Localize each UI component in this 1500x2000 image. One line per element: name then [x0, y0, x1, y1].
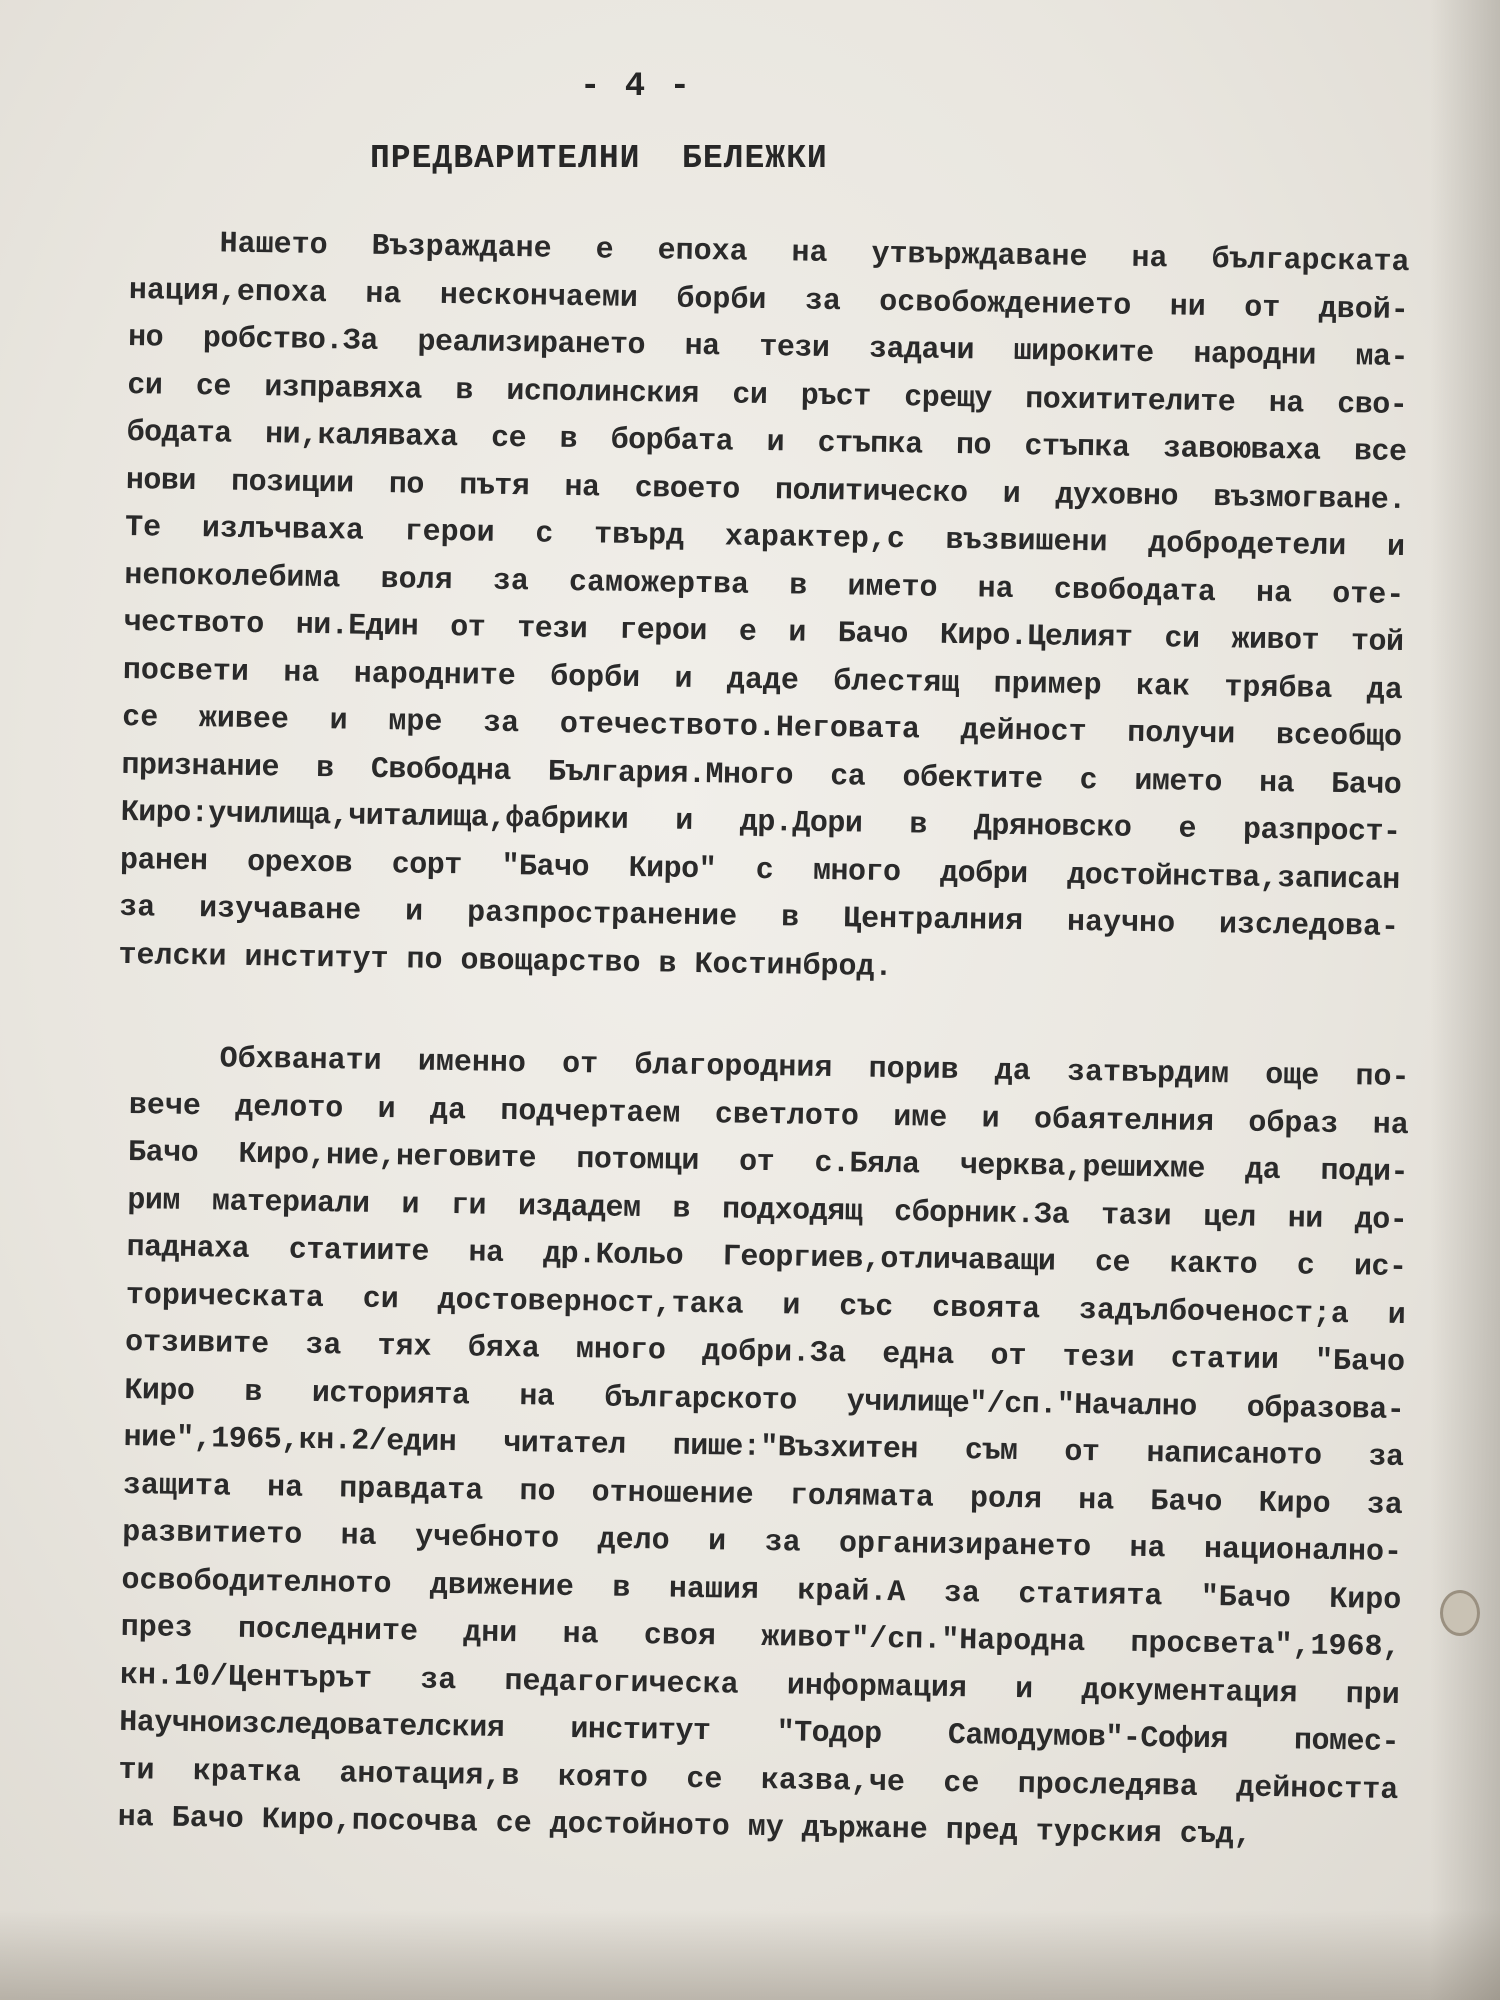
text-line: Нашето Възраждане е епоха на утвърждаване на българската: [219, 227, 1410, 281]
text-line: ние",1965,кн.2/един читател пише:"Възхитен съм от написаното за: [123, 1420, 1404, 1476]
text-line: Бачо Киро,ние,неговите потомци от с.Бяла черква,решихме да поди-: [127, 1135, 1409, 1191]
text-line: непоколебима воля за саможертва в името на свободата на оте-: [124, 558, 1405, 613]
text-line: признание в Свободна България.Много са обектите с името на Бачо: [121, 748, 1402, 803]
text-line: ти кратка анотация,в която се казва,че се проследява дейността: [118, 1753, 1399, 1808]
text-line: чеството ни.Един от тези герои е и Бачо Киро.Целият си живот той: [123, 605, 1404, 661]
text-line: защита на правдата по отношение голямата роля на Бачо Киро за: [122, 1468, 1404, 1523]
text-line: отзивите за тях бяха много добри.За една от тези статии "Бачо: [124, 1325, 1406, 1381]
text-line: бодата ни,каляваха се в борбата и стъпка по стъпка завоюваха все: [126, 415, 1407, 471]
paragraph-2: [117, 1035, 1410, 1863]
paragraph-1: [118, 220, 1410, 1000]
text-line: Научноизследователския институт "Тодор Самодумов"-София помес-: [118, 1705, 1400, 1761]
text-line: ранен орехов сорт "Бачо Киро" с много добри достойнства,записан: [119, 843, 1401, 898]
text-line: нация,епоха на нескончаеми борби за освобождението ни от двой-: [128, 273, 1410, 328]
page-bottom-shadow: [0, 1910, 1500, 2000]
text-line: се живее и мре за отечеството.Неговата дейност получи всеобщо: [121, 700, 1403, 756]
text-line: си се изправяха в исполинския си ръст срещу похитителите на сво-: [127, 368, 1408, 423]
text-line: Киро:училища,читалища,фабрики и др.Дори в Дряновско е разпрост-: [120, 795, 1401, 851]
text-line: през последните дни на своя живот"/сп."Народна просвета",1968,: [120, 1610, 1401, 1666]
text-line: Обхванати именно от благородния порив да затвърдим още по-: [219, 1042, 1410, 1096]
text-line: рим материали и ги издадем в подходящ сборник.За тази цел ни до-: [127, 1183, 1408, 1238]
staple-hole-mark: [1440, 1590, 1480, 1636]
text-line: нови позиции по пътя на своето политическо и духовно възмогване.: [125, 463, 1407, 518]
text-line: на Бачо Киро,посочва се достойното му държане пред турския съд,: [117, 1800, 1253, 1853]
text-line: телски институт по овощарство в Костинброд.: [118, 938, 893, 985]
text-line: Киро в историята на българското училище"/сп."Начално образова-: [124, 1373, 1405, 1428]
page-title: ПРЕДВАРИТЕЛНИ БЕЛЕЖКИ: [370, 140, 828, 177]
page-number: - 4 -: [580, 68, 693, 106]
page-edge-shadow: [1430, 0, 1500, 2000]
text-line: посвети на народните борби и даде блестящ пример как трябва да: [122, 653, 1404, 708]
text-line: паднаха статиите на др.Кольо Георгиев,отличаващи се както с ис-: [126, 1230, 1407, 1286]
text-line: развитието на учебното дело и за организирането на национално-: [121, 1515, 1403, 1571]
text-line: торическата си достоверност,така и със своята задълбоченост;а и: [125, 1278, 1407, 1333]
text-line: освободителното движение в нашия край.А за статията "Бачо Киро: [121, 1563, 1402, 1618]
text-line: за изучаване и разпространение в Централния научно изследова-: [118, 890, 1400, 946]
text-line: кн.10/Центърът за педагогическа информация и документация при: [119, 1658, 1401, 1713]
text-line: вече делото и да подчертаем светлото име и обаятелния образ на: [128, 1088, 1410, 1143]
text-line: но робство.За реализирането на тези задачи широките народни ма-: [127, 320, 1409, 376]
text-line: Те излъчваха герои с твърд характер,с възвишени добродетели и: [124, 510, 1406, 566]
